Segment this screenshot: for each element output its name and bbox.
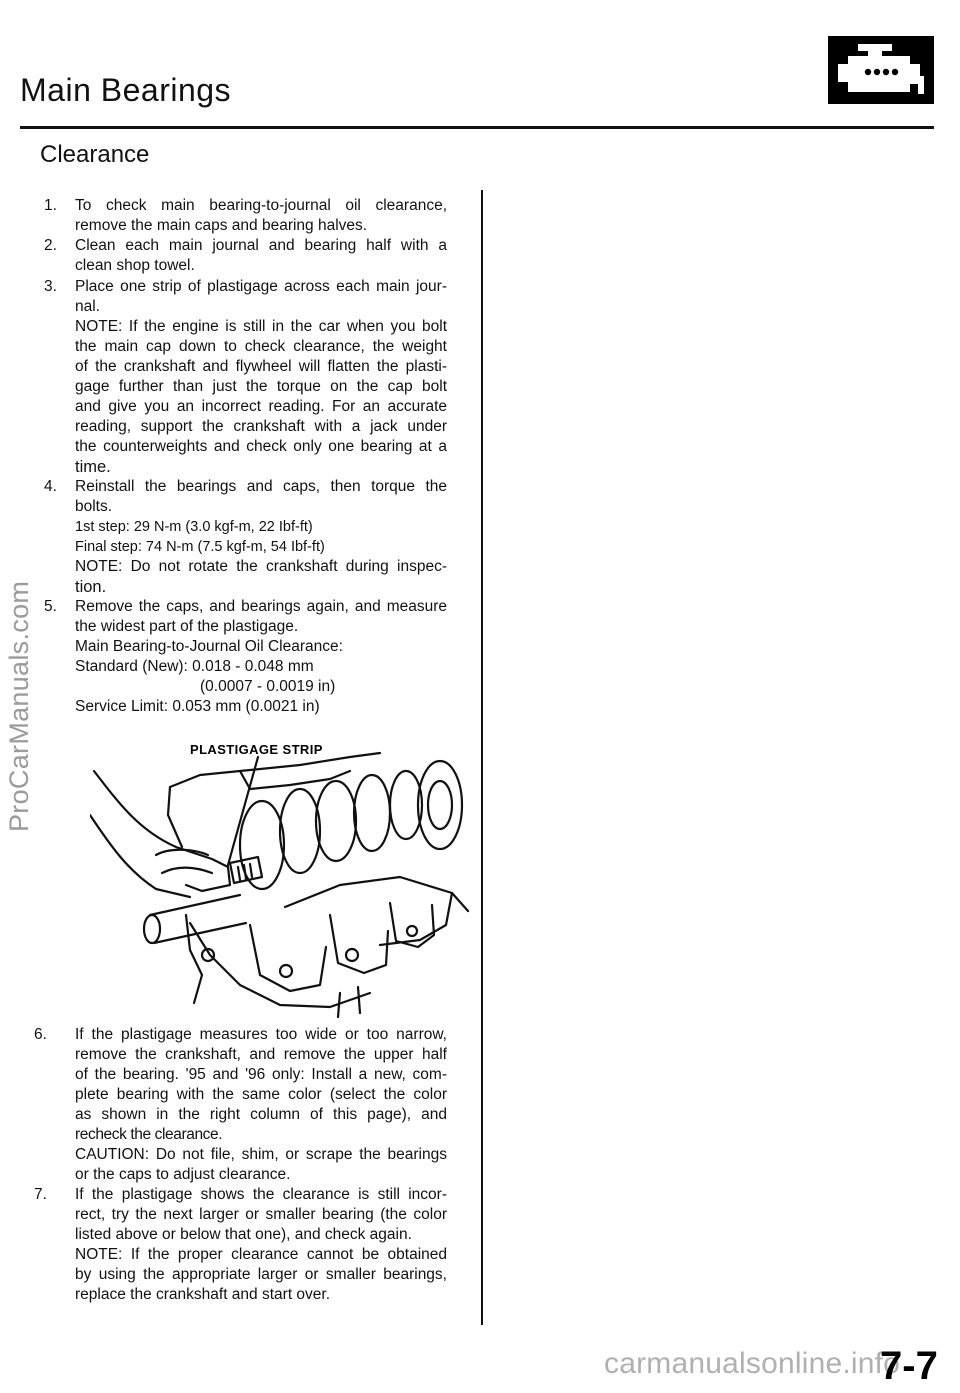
plastigage-crankshaft-illustration: [90, 735, 480, 1020]
column-divider: [481, 190, 483, 1325]
step-6-line-1: If the plastigage measures too wide or too narrow,: [75, 1026, 447, 1043]
page-number: 7-7: [880, 1344, 938, 1388]
engine-icon: [828, 36, 934, 104]
step-number: 5.: [44, 598, 57, 615]
step-4-line-2: bolts.: [75, 498, 113, 515]
note-4-line-1: NOTE: Do not rotate the crankshaft during inspec-: [75, 558, 447, 575]
step-4-line-1: Reinstall the bearings and caps, then torque the: [75, 478, 447, 495]
step-6-line-6: recheck the clearance.: [75, 1126, 223, 1143]
note-7-line-3: replace the crankshaft and start over.: [75, 1286, 331, 1303]
caution-6-line-2: or the caps to adjust clearance.: [75, 1166, 291, 1183]
step-number: 1.: [44, 197, 57, 214]
clearance-spec-title: Main Bearing-to-Journal Oil Clearance:: [75, 638, 343, 655]
step-6-line-3: of the bearing. '95 and '96 only: Install a new, com-: [75, 1066, 447, 1083]
section-subtitle: Clearance: [40, 141, 150, 168]
note-3-line-2: the main cap down to check clearance, the weight: [75, 338, 447, 355]
note-3-line-3: of the crankshaft and flywheel will flatten the plasti-: [75, 358, 447, 375]
step-6-line-4: plete bearing with the same color (select the color: [75, 1086, 447, 1103]
figure-label: PLASTIGAGE STRIP: [190, 742, 323, 757]
step-2-line-2: clean shop towel.: [75, 257, 195, 274]
step-6-line-2: remove the crankshaft, and remove the upper half: [75, 1046, 447, 1063]
step-7-line-2: rect, try the next larger or smaller bearing (the color: [75, 1206, 447, 1223]
step-7-line-1: If the plastigage shows the clearance is still incor-: [75, 1186, 447, 1203]
footer-watermark: carmanualsonline.info: [604, 1347, 901, 1380]
torque-final-step: Final step: 74 N-m (7.5 kgf-m, 54 Ibf-ft): [75, 539, 325, 555]
step-3-line-2: nal.: [75, 298, 100, 315]
step-2-line-1: Clean each main journal and bearing half with a: [75, 237, 447, 254]
note-7-line-2: by using the appropriate larger or smaller bearings,: [75, 1266, 447, 1283]
step-number: 6.: [34, 1026, 47, 1043]
side-watermark: ProCarManuals.com: [4, 580, 34, 832]
note-3-line-4: gage further than just the torque on the cap bolt: [75, 378, 447, 395]
clearance-spec-standard: Standard (New): 0.018 - 0.048 mm: [75, 658, 314, 675]
note-3-line-5: and give you an incorrect reading. For an accurate: [75, 398, 447, 415]
clearance-spec-standard-in: (0.0007 - 0.0019 in): [200, 678, 336, 695]
title-rule: [20, 126, 934, 129]
step-number: 3.: [44, 278, 57, 295]
step-6-line-5: as shown in the right column of this page), and: [75, 1106, 447, 1123]
step-3-line-1: Place one strip of plastigage across each main jour-: [75, 278, 447, 295]
note-7-line-1: NOTE: If the proper clearance cannot be obtained: [75, 1246, 447, 1263]
note-3-line-1: NOTE: If the engine is still in the car when you bolt: [75, 318, 447, 335]
step-number: 2.: [44, 237, 57, 254]
clearance-spec-limit: Service Limit: 0.053 mm (0.0021 in): [75, 698, 320, 715]
caution-6-line-1: CAUTION: Do not file, shim, or scrape the bearings: [75, 1146, 447, 1163]
step-5-line-1: Remove the caps, and bearings again, and measure: [75, 598, 447, 615]
step-5-line-2: the widest part of the plastigage.: [75, 618, 299, 635]
note-3-line-6: reading, support the crankshaft with a jack under: [75, 418, 447, 435]
torque-step-1: 1st step: 29 N-m (3.0 kgf-m, 22 Ibf-ft): [75, 519, 313, 535]
step-number: 7.: [34, 1186, 47, 1203]
step-1-line-2: remove the main caps and bearing halves.: [75, 217, 368, 234]
step-7-line-3: listed above or below that one), and check again.: [75, 1226, 412, 1243]
step-number: 4.: [44, 478, 57, 495]
note-3-line-7: the counterweights and check only one bearing at a: [75, 438, 447, 455]
note-4-line-2: tion.: [75, 578, 107, 596]
note-3-line-8: time.: [75, 458, 111, 476]
step-1-line-1: To check main bearing-to-journal oil clearance,: [75, 197, 447, 214]
page-title: Main Bearings: [20, 72, 232, 108]
